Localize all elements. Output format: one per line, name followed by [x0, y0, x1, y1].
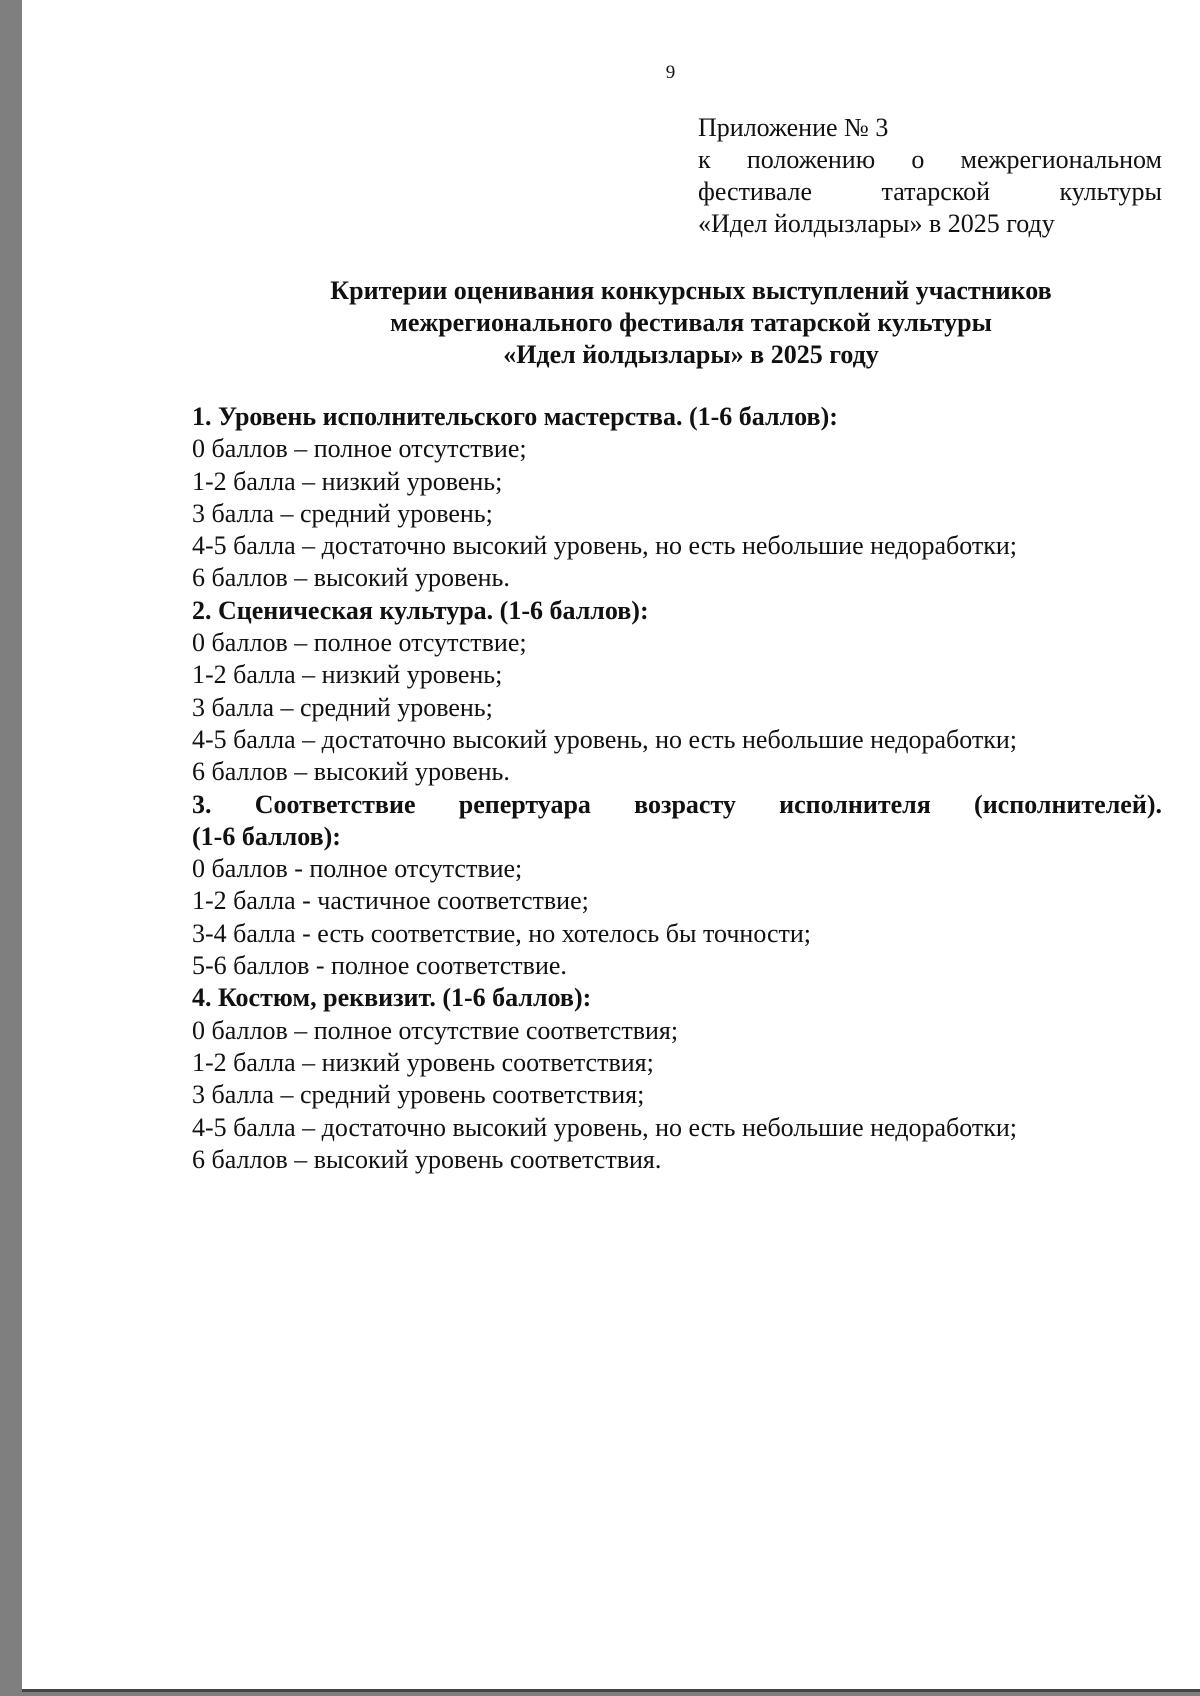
score-item: 3 балла – средний уровень; [192, 692, 493, 722]
score-item: 0 баллов - полное отсутствие; [192, 854, 523, 884]
score-item: 6 баллов – высокий уровень. [192, 757, 510, 787]
score-item: 4-5 балла – достаточно высокий уровень, но есть небольшие недоработки; [192, 724, 1018, 754]
criteria-list [192, 401, 1162, 1176]
title-line: межрегионального фестиваля татарской культуры [390, 308, 992, 337]
criteria-section [192, 789, 1162, 983]
criteria-section [192, 982, 1162, 1176]
score-item: 4-5 балла – достаточно высокий уровень, но есть небольшие недоработки; [192, 531, 1018, 561]
title-line: «Идел йолдызлары» в 2025 году [503, 340, 879, 369]
score-item: 1-2 балла - частичное соответствие; [192, 886, 589, 916]
title-line: Критерии оценивания конкурсных выступлений участников [330, 276, 1052, 305]
section-heading: 1. Уровень исполнительского мастерства. (1-6 баллов): [192, 402, 838, 431]
appendix-reference-line: фестивале татарской культуры [698, 177, 1162, 206]
section-heading: 4. Костюм, реквизит. (1-6 баллов): [192, 983, 592, 1013]
score-item: 6 баллов – высокий уровень. [192, 563, 510, 593]
criteria-section [192, 595, 1162, 789]
score-item: 1-2 балла – низкий уровень соответствия; [192, 1047, 654, 1077]
page-number: 9 [665, 62, 676, 83]
document-title [172, 275, 1200, 371]
score-item: 6 баллов – высокий уровень соответствия. [192, 1144, 662, 1174]
score-item: 0 баллов – полное отсутствие; [192, 434, 527, 464]
page-bottom-edge [22, 1689, 1200, 1692]
section-heading: 2. Сценическая культура. (1-6 баллов): [192, 595, 649, 625]
document-page [22, 0, 1200, 1692]
appendix-reference-line: «Идел йолдызлары» в 2025 году [698, 209, 1055, 238]
score-item: 5-6 баллов - полное соответствие. [192, 951, 567, 981]
section-heading: 3. Соответствие репертуара возрасту исполнителя (исполнителей). [192, 789, 1162, 819]
score-item: 3 балла – средний уровень соответствия; [192, 1080, 645, 1110]
criteria-section [192, 401, 1162, 595]
score-item: 4-5 балла – достаточно высокий уровень, но есть небольшие недоработки; [192, 1112, 1018, 1142]
score-item: 1-2 балла – низкий уровень; [192, 660, 503, 690]
score-item: 1-2 балла – низкий уровень; [192, 466, 503, 496]
appendix-reference-line: к положению о межрегиональном [698, 145, 1162, 174]
appendix-number: Приложение № 3 [698, 113, 889, 142]
score-item: 3 балла – средний уровень; [192, 498, 493, 528]
appendix-header [698, 112, 1162, 240]
score-item: 3-4 балла - есть соответствие, но хотелось бы точности; [192, 918, 812, 948]
section-heading-continued: (1-6 баллов): [192, 821, 341, 851]
score-item: 0 баллов – полное отсутствие; [192, 628, 527, 658]
score-item: 0 баллов – полное отсутствие соответствия; [192, 1015, 679, 1045]
